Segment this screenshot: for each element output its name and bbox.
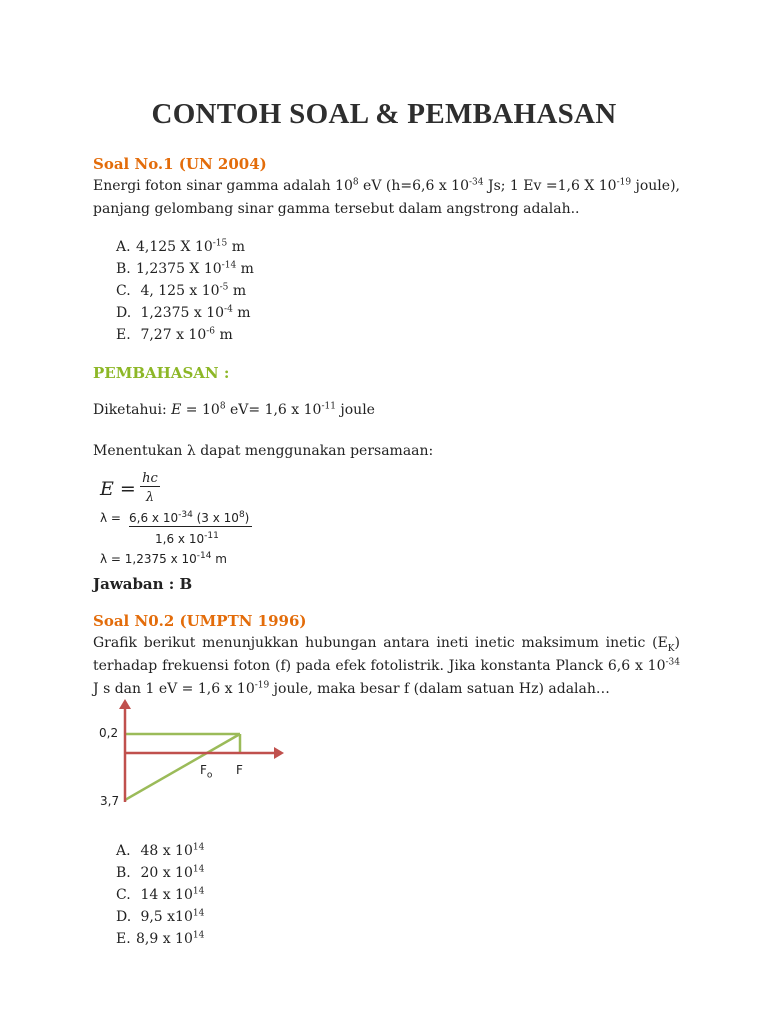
option-e: E. 7,27 x $10^{-6}$ m — [116, 326, 233, 343]
diketahui-line: Diketahui: $E = 10^8$ eV= 1,6 x $10^{-11}$ joule — [93, 401, 375, 418]
soal-2-question: Grafik berikut menunjukkan hubungan antara ineti inetic maksimum inetic $(E_K)$ terhadap frekuensi foton (f) pada efek fotolistrik. Jika konstanta Planck 6,6 x $10^{-34}$ J s dan 1 eV = 1,6 x $10^{-19}$ joule, maka besar f (dalam satuan Hz) adalah… — [93, 635, 680, 697]
menentukan-line: Menentukan λ dapat menggunakan persamaan: — [93, 443, 434, 459]
soal-1-heading: Soal No.1 (UN 2004) — [93, 155, 267, 173]
pembahasan-heading: PEMBAHASAN : — [93, 364, 230, 382]
soal-1-options — [116, 236, 254, 346]
equation-2-lhs: λ = — [100, 511, 121, 525]
graph-label-f: F — [236, 763, 243, 777]
option-c: C. 14 x $10^{14}$ — [116, 886, 205, 903]
graph-x-axis-arrow — [274, 747, 284, 759]
graph-label-top: 0,2 — [99, 726, 119, 740]
equation-2-numerator: 6,6 x $10^{-34}$ (3 x $10^8$) — [129, 511, 252, 527]
option-a: A. 48 x $10^{14}$ — [116, 842, 205, 859]
option-d: D. 9,5 $x10^{14}$ — [116, 908, 205, 925]
option-d: D. 1,2375 x $10^{-4}$ m — [116, 304, 251, 321]
graph-diagonal-green-line — [125, 734, 240, 800]
energy-frequency-graph — [90, 698, 300, 810]
equation-1-denominator: λ — [145, 490, 155, 505]
option-c: C. 4, 125 x $10^{-5}$ m — [116, 282, 247, 299]
graph-y-axis-arrow — [119, 699, 131, 709]
equation-2-denominator: 1,6 x $10^{-11}$ — [155, 531, 219, 546]
soal-2-options — [116, 840, 204, 950]
equation-3: λ = 1,2375 x $10^{-14}$ m — [100, 551, 227, 566]
graph-label-f0: $F_o$ — [200, 763, 213, 781]
option-b: B. 1,2375 X $10^{-14}$ m — [116, 260, 254, 277]
graph-label-bottom: 3,7 — [100, 794, 120, 808]
soal-1-question: Energi foton sinar gamma adalah $10^8$ eV (h=6,6 x $10^{-34}$ Js; 1 Ev =1,6 X $10^{-19}$ joule), panjang gelombang sinar gamma tersebut dalam angstrong adalah.. — [93, 177, 680, 217]
option-e: E. 8,9 x $10^{14}$ — [116, 930, 205, 947]
page-title: CONTOH SOAL & PEMBAHASAN — [151, 98, 617, 130]
equation-1-numerator: hc — [140, 471, 160, 487]
soal-2-heading: Soal N0.2 (UMPTN 1996) — [93, 612, 307, 630]
option-a: A. 4,125 X $10^{-15}$ m — [116, 238, 245, 255]
option-b: B. 20 x $10^{14}$ — [116, 864, 205, 881]
jawaban-line: Jawaban : B — [93, 575, 193, 593]
equation-1-lhs: E = — [100, 478, 136, 500]
